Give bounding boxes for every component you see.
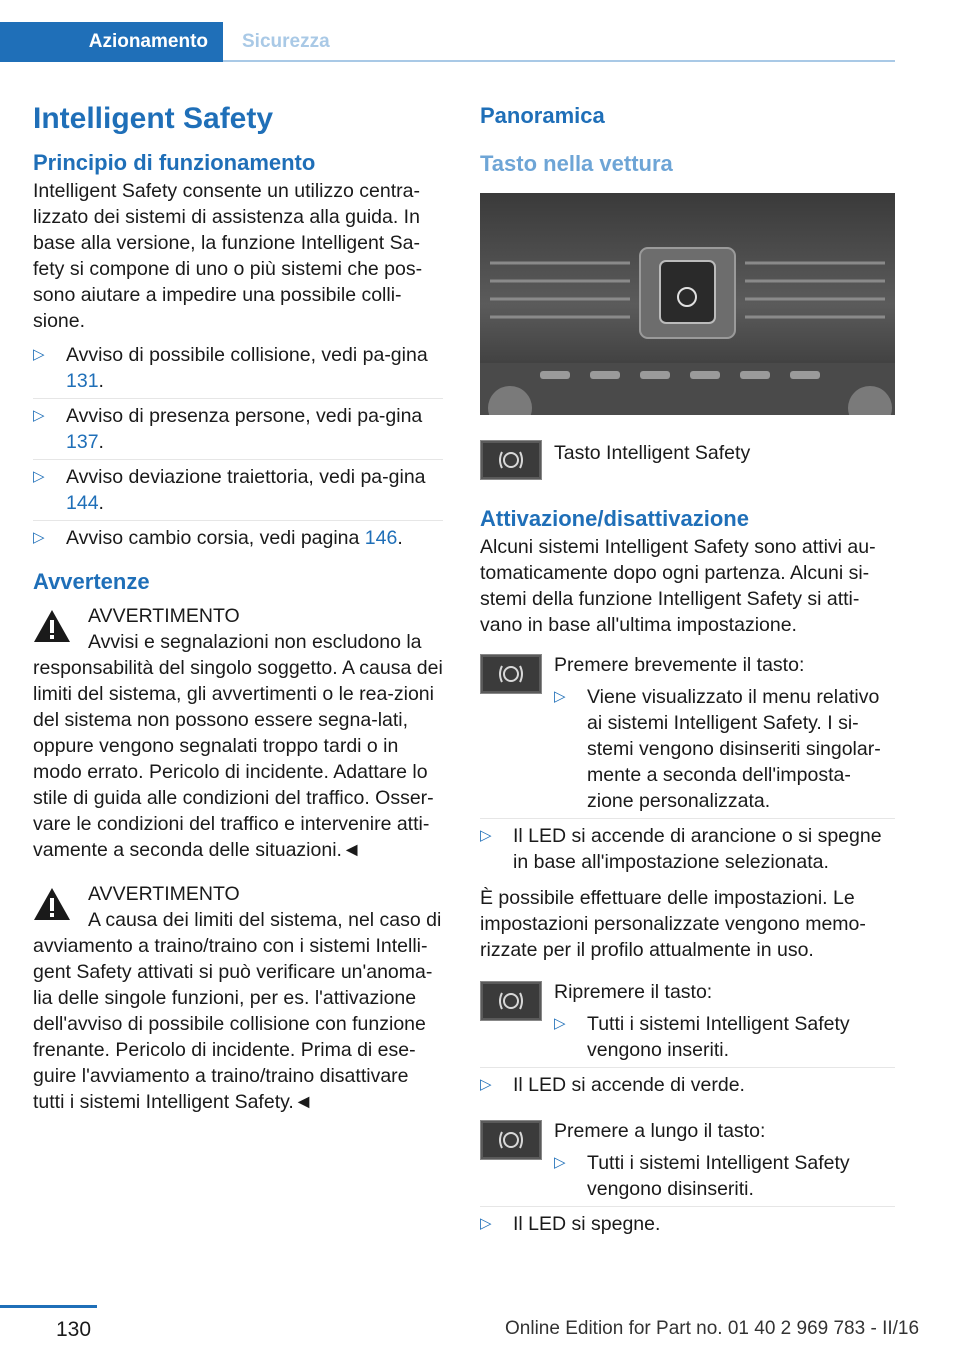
footer-rule — [0, 1305, 97, 1308]
list-item: ▷ Avviso cambio corsia, vedi pagina 146. — [33, 527, 403, 549]
edition-text: Online Edition for Part no. 01 40 2 969 783 - II/16 — [505, 1318, 920, 1339]
warning-triangle-icon — [33, 887, 71, 921]
triangle-bullet-icon: ▷ — [554, 688, 566, 705]
led-list — [480, 818, 895, 879]
press-long-block — [480, 1118, 895, 1206]
warning-block — [33, 603, 443, 863]
press-short-block — [480, 652, 895, 818]
list-item: ▷ Il LED si accende di verde. — [480, 1074, 745, 1096]
tab-sicurezza[interactable]: Sicurezza — [242, 31, 330, 52]
list-item: ▷ Tutti i sistemi Intelligent Safety vengono disinseriti. — [554, 1152, 850, 1200]
principle-heading: Principio di funzionamento — [33, 150, 316, 175]
press-short-label: Premere brevemente il tasto: — [554, 654, 805, 676]
triangle-bullet-icon: ▷ — [33, 346, 45, 363]
settings-text: È possibile effettuare delle impostazioni. Le impostazioni personalizzate vengono memo-rizzate per il profilo attualmente in uso. — [480, 887, 866, 961]
page-title: Intelligent Safety — [33, 102, 274, 135]
warning-title: AVVERTIMENTO — [88, 605, 240, 627]
intelligent-safety-button-icon — [480, 1120, 542, 1160]
activation-heading: Attivazione/disattivazione — [480, 506, 749, 531]
warning-title: AVVERTIMENTO — [88, 883, 240, 905]
press-long-list — [554, 1146, 895, 1206]
warning-text: Avvisi e segnalazioni non escludono la — [88, 631, 422, 653]
triangle-bullet-icon: ▷ — [554, 1015, 566, 1032]
triangle-bullet-icon: ▷ — [554, 1154, 566, 1171]
press-short-list — [554, 680, 895, 818]
press-again-list — [554, 1007, 895, 1067]
overview-heading: Panoramica — [480, 103, 605, 128]
activation-text: Alcuni sistemi Intelligent Safety sono attivi au-tomaticamente dopo ogni partenza. Alcuni si-stemi della funzione Intelligent Safety si atti-vano in base all'ultima impostazione. — [480, 536, 876, 636]
list-item: ▷ Viene visualizzato il menu relativo ai sistemi Intelligent Safety. I si-stemi vengono disinseriti singolar-mente a seconda dell'imposta-zione personalizzata. — [554, 686, 881, 812]
list-item: ▷ Avviso di possibile collisione, vedi pa-gina 131. — [33, 338, 443, 399]
triangle-bullet-icon: ▷ — [33, 529, 45, 546]
triangle-bullet-icon: ▷ — [480, 1076, 492, 1093]
list-item: ▷ Il LED si accende di arancione o si spegne in base all'impostazione selezionata. — [480, 825, 882, 873]
button-heading: Tasto nella vettura — [480, 151, 673, 176]
right-column — [480, 96, 895, 1241]
press-again-block — [480, 979, 895, 1067]
warning-text: responsabilità del singolo soggetto. A causa dei limiti del sistema, gli avvertimenti o le rea-zioni del sistema non possono essere segna-lati, oppure vengono segnalati troppo tardi o in modo errato. Pericolo di incidente. Adattare lo stile di guida alle condizioni del traffico. Osser-vare le condizioni del traffico e intervenire atti-vamente a seconda delle situazioni.◄ — [33, 657, 443, 861]
warning-block — [33, 881, 443, 1115]
intelligent-safety-button-icon — [480, 440, 542, 480]
list-item: ▷ Avviso deviazione traiettoria, vedi pa-gina 144. — [33, 460, 443, 521]
intelligent-safety-button-icon — [480, 981, 542, 1021]
dashboard-button-photo — [480, 193, 895, 415]
triangle-bullet-icon: ▷ — [33, 468, 45, 485]
page-link[interactable]: 144 — [66, 492, 99, 514]
press-long-label: Premere a lungo il tasto: — [554, 1120, 766, 1142]
warning-text: avviamento a traino/traino con i sistemi Intelli-gent Safety attivati si può verificare un'anoma-lia delle singole funzioni, per es. l'attivazione dell'avviso di possibile collisione con funzione frenante. Pericolo di incidente. Prima di ese-guire l'avviamento a traino/traino disattivare tutti i sistemi Intelligent Safety.◄ — [33, 935, 433, 1113]
notes-heading: Avvertenze — [33, 569, 150, 594]
list-item: ▷ Il LED si spegne. — [480, 1213, 661, 1235]
header-tabs — [0, 22, 895, 62]
intelligent-safety-button-icon — [480, 654, 542, 694]
triangle-bullet-icon: ▷ — [480, 827, 492, 844]
button-legend — [480, 440, 895, 496]
triangle-bullet-icon: ▷ — [33, 407, 45, 424]
button-caption: Tasto Intelligent Safety — [554, 442, 751, 464]
principle-text: Intelligent Safety consente un utilizzo centra-lizzato dei sistemi di assistenza alla guida. In base alla versione, la funzione Intelligent Sa-fety si compone di uno o più sistemi che pos-sono aiutare a impedire una possibile colli-sione. — [33, 180, 423, 332]
page-link[interactable]: 137 — [66, 431, 99, 453]
page-link[interactable]: 131 — [66, 370, 99, 392]
left-column — [33, 96, 443, 1115]
warning-text: A causa dei limiti del sistema, nel caso di — [88, 909, 442, 931]
tab-azionamento[interactable]: Azionamento — [0, 22, 223, 62]
page-link[interactable]: 146 — [364, 527, 398, 549]
list-item: ▷ Tutti i sistemi Intelligent Safety vengono inseriti. — [554, 1013, 850, 1061]
warning-triangle-icon — [33, 609, 71, 643]
list-item: ▷ Avviso di presenza persone, vedi pa-gina 137. — [33, 399, 443, 460]
systems-list — [33, 338, 443, 555]
page-number: 130 — [56, 1318, 92, 1341]
tab-underline — [223, 60, 895, 62]
led-off-list — [480, 1206, 895, 1241]
triangle-bullet-icon: ▷ — [480, 1215, 492, 1232]
press-again-label: Ripremere il tasto: — [554, 981, 713, 1003]
led-green-list — [480, 1067, 895, 1102]
